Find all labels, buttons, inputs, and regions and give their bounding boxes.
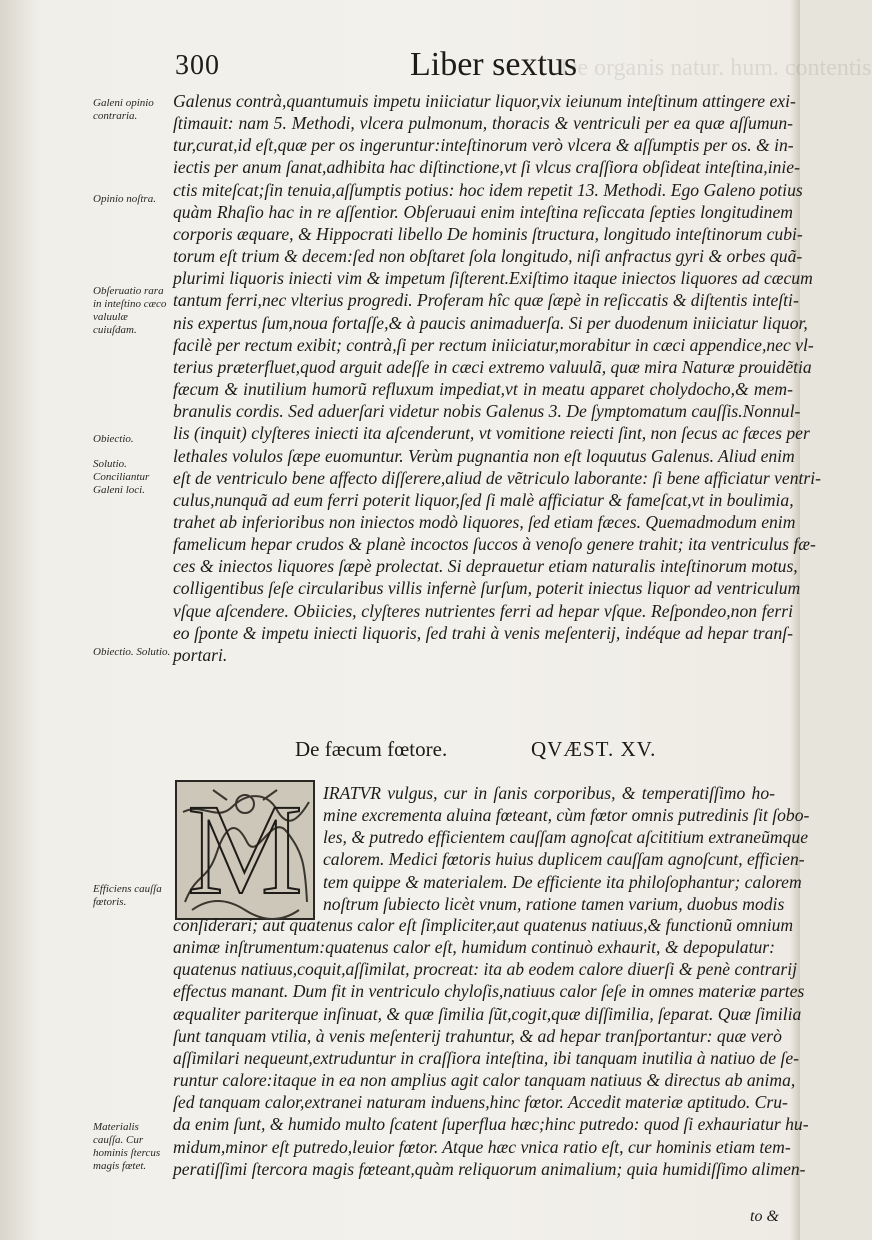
text-line: peratiſſimi ſtercora magis fœteant,quàm reliquorum animalium; quia humidiſſimo alimen- [173,1158,806,1179]
section-text-beside-initial [323,782,810,915]
text-line: vſque aſcendere. Obiicies, clyſteres nutrientes ferri ad hepar vſque. Reſpondeo,non ferri [173,600,793,621]
text-line: fæcum & inutilium humorũ refluxum impediat,vt in meatu apparet cholydocho,& mem- [173,379,793,400]
text-line: terius præterfluet,quod arguit adeſſe in cæci extremo valuulã, quæ mira Naturæ prouidẽtia [173,356,812,377]
text-line: runtur calore:itaque in ea non amplius agit calor tanquam natiuus & directus ab anima, [173,1070,796,1091]
text-line: branulis cordis. Sed aduerſari videtur nobis Galenus 3. De ſymptomatum cauſſis.Nonnul- [173,401,801,422]
margin-note: Solutio. Conciliantur Galeni loci. [93,458,150,496]
text-line: tantum ferri,nec vlterius progredi. Proferam hîc quæ ſæpè in reſiccatis & diſtentis inteſti- [173,290,799,311]
text-line: colligentibus ſeſe circularibus villis infernè ſurſum, poterit iniectus liquor ad ventriculum [173,578,801,599]
section-title: De fæcum fœtore. [295,737,448,761]
text-line: quatenus natiuus,coquit,aſſimilat, procreat: ita ab eodem calore diuerſi & penè contrarij [173,959,798,980]
margin-note: Obſeruatio rara in inteſtino cæco valuulæ cuiuſdam. [93,285,167,336]
text-line: ſunt tanquam vtilia, à venis meſenterij trahuntur, & ad hepar tranſportantur: quæ verò [173,1025,782,1046]
text-line: plurimi liquoris iniecti vim & impetum ſiſterent.Exiſtimo itaque iniectos liquores ad cæcum [173,268,813,289]
catchword: to & [750,1208,779,1225]
text-line: portari. [173,644,228,665]
text-line: famelicum hepar crudos & planè incoctos ſuccos à venoſo genere trahit; ita ventriculus fæ- [173,534,816,555]
text-line: eo ſponte & impetu iniecti liquoris, ſed trahi à venis meſenterij, indéque ad hepar tranſ- [173,622,793,643]
text-line: tem quippe & materialem. De efficiente ita philoſophantur; calorem [323,871,802,892]
section-text-full [173,914,809,1180]
text-line: torum eſt trium & decem:ſed non obſtaret ſola longitudo, niſi anfractus gyri & orbes quã- [173,246,803,267]
text-line: culus,nunquã ad eum ferri poterit liquor,ſed ſi malè afficiatur & fameſcat,vt in boulimia, [173,489,794,510]
running-title: Liber sextus [410,46,578,83]
show-through-text: De organis natur. hum. contentis [560,55,872,81]
text-line: ſed tanquam calor,extranei naturam induens,hinc fœtor. Accedit materiæ aptitudo. Cru- [173,1092,788,1113]
margin-note: Efficiens cauſſa fœtoris. [93,883,162,908]
text-line: quàm Rhaſio hac in re aſſentior. Obſeruaui enim inteſtina reſiccata ſepties longitudinem [173,201,793,222]
text-line: da enim ſunt, & humido multo ſcatent ſuperflua hæc;hinc putredo: quod ſi exhauriatur hu- [173,1114,809,1135]
text-line: effectus manant. Dum fit in ventriculo chyloſis,natiuus calor ſeſe in omnes materiæ partes [173,981,805,1002]
margin-note: Obiectio. Solutio. [93,646,171,658]
text-line: ctis miteſcat;ſin tenuia,aſſumptis potius: hoc idem repetit 13. Methodi. Ego Galeno potius [173,179,803,200]
page-number: 300 [175,50,220,81]
text-line: trahet ab inferioribus non iniectos modò liquores, ſed etiam fæces. Quemadmodum enim [173,511,796,532]
section-heading [295,737,775,767]
text-line: lis (inquit) clyſteres iniecti ita aſcenderunt, vt vomitione reiecti ſint, non ſecus ac fæces per [173,423,810,444]
text-line: facilè per rectum exibit; contrà,ſi per rectum iniiciatur,morabitur in cæci appendice,nec vl- [173,334,814,355]
margin-note: Opinio noſtra. [93,193,156,205]
section-number: QVÆST. XV. [531,737,657,761]
margin-note: Materialis cauſſa. Cur hominis ſtercus magis fœtet. [93,1121,161,1172]
text-line: ſtimauit: nam 5. Methodi, vlcera pulmonum, thoracis & ventriculi per ea quæ aſſumun- [173,113,793,134]
text-line: noſtrum ſubiecto licèt vnum, ratione tamen varium, duobus modis [323,893,785,914]
margin-note: Obiectio. [93,433,134,445]
text-line: Galenus contrà,quantumuis impetu iniiciatur liquor,vix ieiunum inteſtinum attingere exi- [173,91,796,111]
margin-note: Galeni opinio contraria. [93,97,154,122]
initial-letter: M [187,778,303,922]
text-line: tur,curat,id eſt,quæ per os ingeruntur:inteſtinorum verò vlcera & aſſumptis per os. & in- [173,135,794,156]
text-line: animæ inſtrumentum:quatenus calor eſt, humidum continuò exhaurit, & depopulatur: [173,937,775,958]
decorated-initial [175,780,315,920]
text-line: æqualiter pariterque inſinuat, & quæ ſimilia ſũt,cogit,quæ diſſimilia, ſeparat. Quæ ſimilia [173,1003,802,1024]
text-line: corporis æquare, & Hippocrati libello De hominis ſtructura, longitudo inteſtinorum cubi- [173,223,803,244]
text-line: IRATVR vulgus, cur in ſanis corporibus, & temperatiſſimo ho- [323,783,775,803]
text-line: mine excrementa aluina fœteant, cùm fœtor omnis putredinis ſit ſobo- [323,805,810,826]
text-line: midum,minor eſt putredo,leuior fœtor. Atque hæc vnica ratio eſt, cur hominis etiam tem- [173,1136,791,1157]
text-line: calorem. Medici fœtoris huius duplicem cauſſam agnoſcunt, efficien- [323,849,805,870]
text-line: aſſimilari nequeunt,extruduntur in craſſiora inteſtina, ibi tanquam inutilia à natiuo de ſe- [173,1047,800,1068]
text-line: les, & putredo efficientem cauſſam agnoſcat aſcititium extraneũmque [323,827,809,848]
text-line: eſt de ventriculo bene affecto diſſerere,aliud de vẽtriculo laborante: ſi bene afficiatur ventri- [173,467,822,488]
page-header [175,46,775,90]
text-line: ces & iniectos liquores ſæpè prolectat. Si deprauetur etiam naturalis inteſtinorum motus, [173,556,798,577]
margin-notes [0,0,171,1240]
text-line: iectis per anum ſanat,adhibita hac diſtinctione,vt ſi vlcus craſſiora obſideat inteſtina,inie- [173,157,800,178]
text-line: lethales volulos ſæpe euomuntur. Verùm pugnantia non eſt loquutus Galenus. Aliud enim [173,445,795,466]
text-line: conſiderari; aut quatenus calor eſt ſimpliciter,aut quatenus natiuus,& functionũ omnium [173,915,794,935]
text-line: nis expertus ſum,noua fortaſſe,& à paucis animaduerſa. Si per duodenum iniiciatur liquor, [173,312,808,333]
main-text-block [173,90,822,666]
